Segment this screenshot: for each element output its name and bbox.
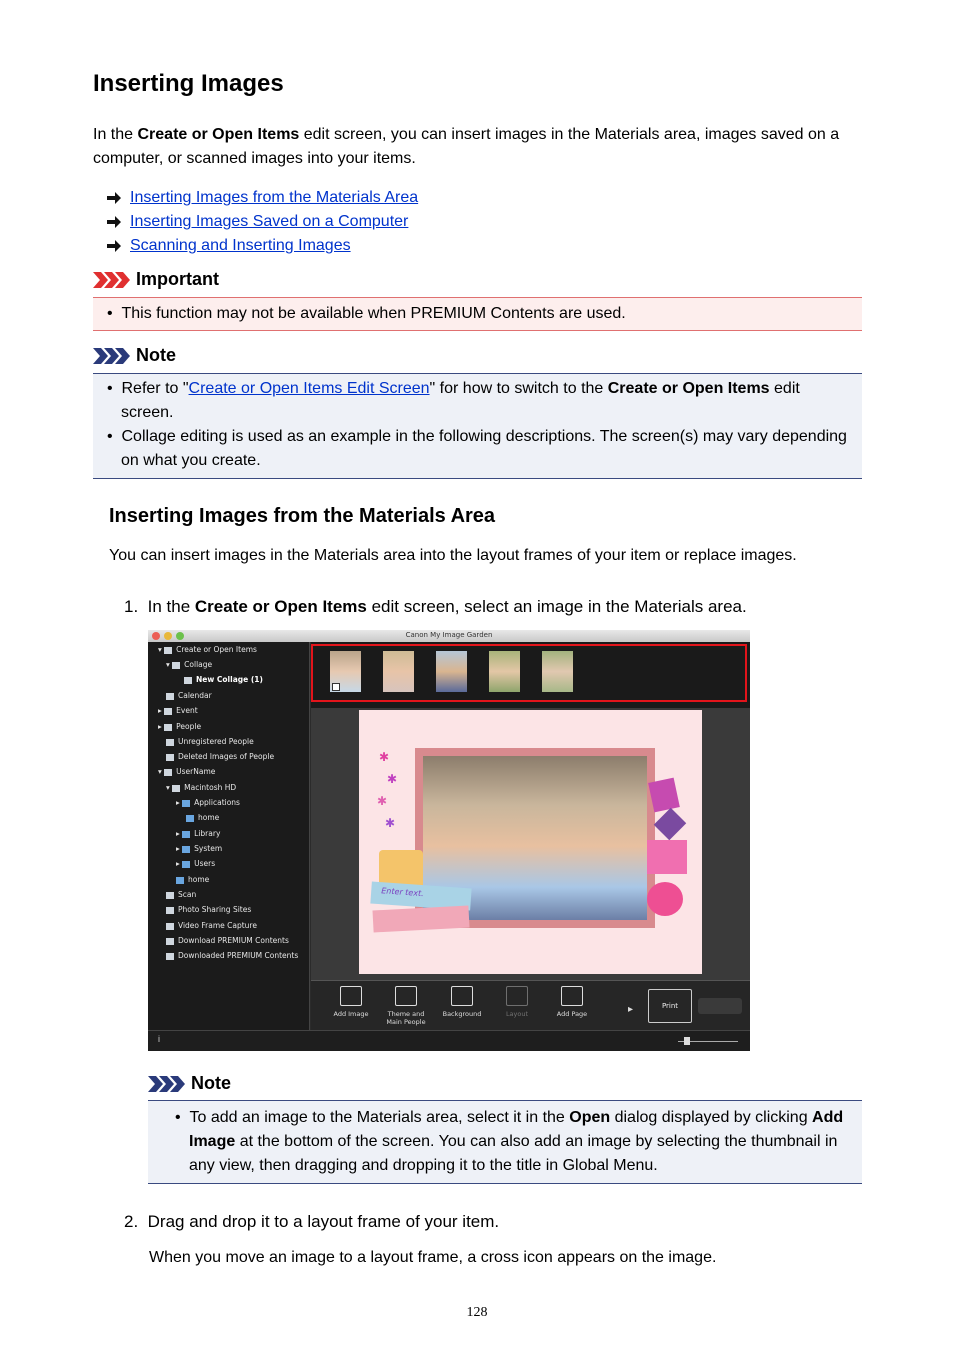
info-icon[interactable]: i [158,1034,160,1044]
background-button[interactable]: Background [435,986,489,1018]
note-chevrons-icon [93,348,131,364]
add-page-icon [561,986,583,1006]
sidebar-item-unregistered-people[interactable]: Unregistered People [166,737,254,746]
note-item-2: • Collage editing is used as an example in the following descriptions. The screen(s) may vary depending [107,428,847,445]
layout-button[interactable]: Layout [490,986,544,1018]
step-2-desc: When you move an image to a layout frame, a cross icon appears on the image. [149,1249,717,1266]
link-materials-area[interactable]: Inserting Images from the Materials Area [130,189,419,206]
section-title: Inserting Images from the Materials Area [109,505,496,527]
pattern-sticker [648,778,680,813]
print-button[interactable]: Print [648,989,692,1023]
step-2: 2. Drag and drop it to a layout frame of your item. [124,1212,500,1231]
sidebar-item-downloaded-premium[interactable]: Downloaded PREMIUM Contents [166,951,298,960]
flower-decorations: ✱ ✱ ✱ ✱ [377,750,398,830]
sidebar-item-photo-sharing[interactable]: Photo Sharing Sites [166,905,251,914]
pattern-sticker [654,808,687,841]
note-item-1-cont: screen. [121,404,174,421]
note-heading: Note [93,345,176,366]
material-thumbnail[interactable] [436,651,467,692]
arrow-right-icon [106,215,122,229]
sidebar-item-system[interactable]: ▸ System [176,844,223,853]
important-box [93,297,862,331]
materials-area [311,642,750,708]
sidebar-item-library[interactable]: ▸ Library [176,829,221,838]
background-icon [451,986,473,1006]
zoom-slider-thumb[interactable] [684,1037,690,1045]
link-saved-on-computer[interactable]: Inserting Images Saved on a Computer [130,213,409,230]
sidebar-item-home-2[interactable]: home [176,875,209,884]
materials-highlight [311,644,747,702]
link-item[interactable] [106,235,351,257]
pattern-sticker [647,840,687,874]
people-icon [395,986,417,1006]
flower-cluster-sticker [647,882,683,916]
window-title: Canon My Image Garden [405,631,493,639]
sidebar-item-create-or-open-items[interactable]: ▾ Create or Open Items [158,645,257,654]
link-scanning[interactable]: Scanning and Inserting Images [130,237,351,254]
sidebar-item-home[interactable]: home [186,813,219,822]
page-title: Inserting Images [93,70,284,97]
material-thumbnail[interactable] [383,651,414,692]
status-bar [148,1030,750,1051]
note-item: • To add an image to the Materials area, select it in the Open dialog displayed by clicking Add [175,1109,844,1126]
note-chevrons-icon [148,1076,186,1092]
important-chevrons-icon [93,272,131,288]
sidebar-item-applications[interactable]: ▸ Applications [176,798,240,807]
note-box [93,373,862,479]
sidebar-item-calendar[interactable]: Calendar [166,691,212,700]
chevron-right-icon[interactable]: ▸ [628,1004,634,1015]
note-heading: Note [148,1073,231,1094]
sidebar-item-video-frame-capture[interactable]: Video Frame Capture [166,921,257,930]
sidebar-item-users[interactable]: ▸ Users [176,859,216,868]
sidebar-item-macintosh-hd[interactable]: ▾ Macintosh HD [166,783,237,792]
arrow-right-icon [106,191,122,205]
sidebar-item-collage[interactable]: ▾ Collage [166,660,213,669]
sidebar-item-scan[interactable]: Scan [166,890,196,899]
link-edit-screen[interactable]: Create or Open Items Edit Screen [188,380,430,397]
app-screenshot [148,630,750,1051]
intro-paragraph: In the Create or Open Items edit screen, you can insert images in the Materials area, images saved on a computer, or scanned images into your items. [93,126,840,167]
note-item-cont: any view, then dragging and dropping it to the title in Global Menu. [189,1157,658,1174]
link-item[interactable] [106,211,408,233]
note-box [148,1100,862,1184]
pink-label-sticker [372,906,469,933]
collage-page[interactable] [359,710,702,974]
note-item-cont: Image at the bottom of the screen. You can also add an image by selecting the thumbnail in [189,1133,838,1150]
sidebar-item-event[interactable]: ▸ Event [158,706,198,715]
section-desc: You can insert images in the Materials area into the layout frames of your item or replace images. [109,547,797,564]
add-image-button[interactable]: Add Image [324,986,378,1018]
important-heading: Important [93,269,219,290]
edit-canvas-area [311,708,750,980]
sidebar-item-username[interactable]: ▾ UserName [158,767,216,776]
arrow-right-icon [106,239,122,253]
layout-icon [506,986,528,1006]
step-1: 1. In the Create or Open Items edit screen, select an image in the Materials area. [124,597,747,616]
sidebar-item-deleted-people[interactable]: Deleted Images of People [166,752,274,761]
page-nav-arrows[interactable] [698,998,742,1014]
important-item: • This function may not be available when PREMIUM Contents are used. [107,305,626,322]
sidebar-item-new-collage[interactable]: New Collage (1) [184,675,263,684]
sidebar-item-people[interactable]: ▸ People [158,722,202,731]
page-number: 128 [466,1305,488,1320]
sidebar-item-download-premium[interactable]: Download PREMIUM Contents [166,936,289,945]
add-page-button[interactable]: Add Page [545,986,599,1018]
note-item-1: • Refer to "Create or Open Items Edit Screen" for how to switch to the Create or Open Items edit [107,380,800,397]
canvas-text[interactable]: Enter text. [380,886,424,899]
global-menu-sidebar [148,642,310,1037]
window-titlebar [148,630,750,642]
note-item-2-cont: on what you create. [121,452,261,469]
material-thumbnail[interactable] [542,651,573,692]
link-item[interactable] [106,187,418,209]
material-thumbnail[interactable] [489,651,520,692]
checkbox-icon[interactable] [332,683,340,691]
theme-and-main-people-button[interactable]: Theme and Main People [379,986,433,1026]
add-image-icon [340,986,362,1006]
